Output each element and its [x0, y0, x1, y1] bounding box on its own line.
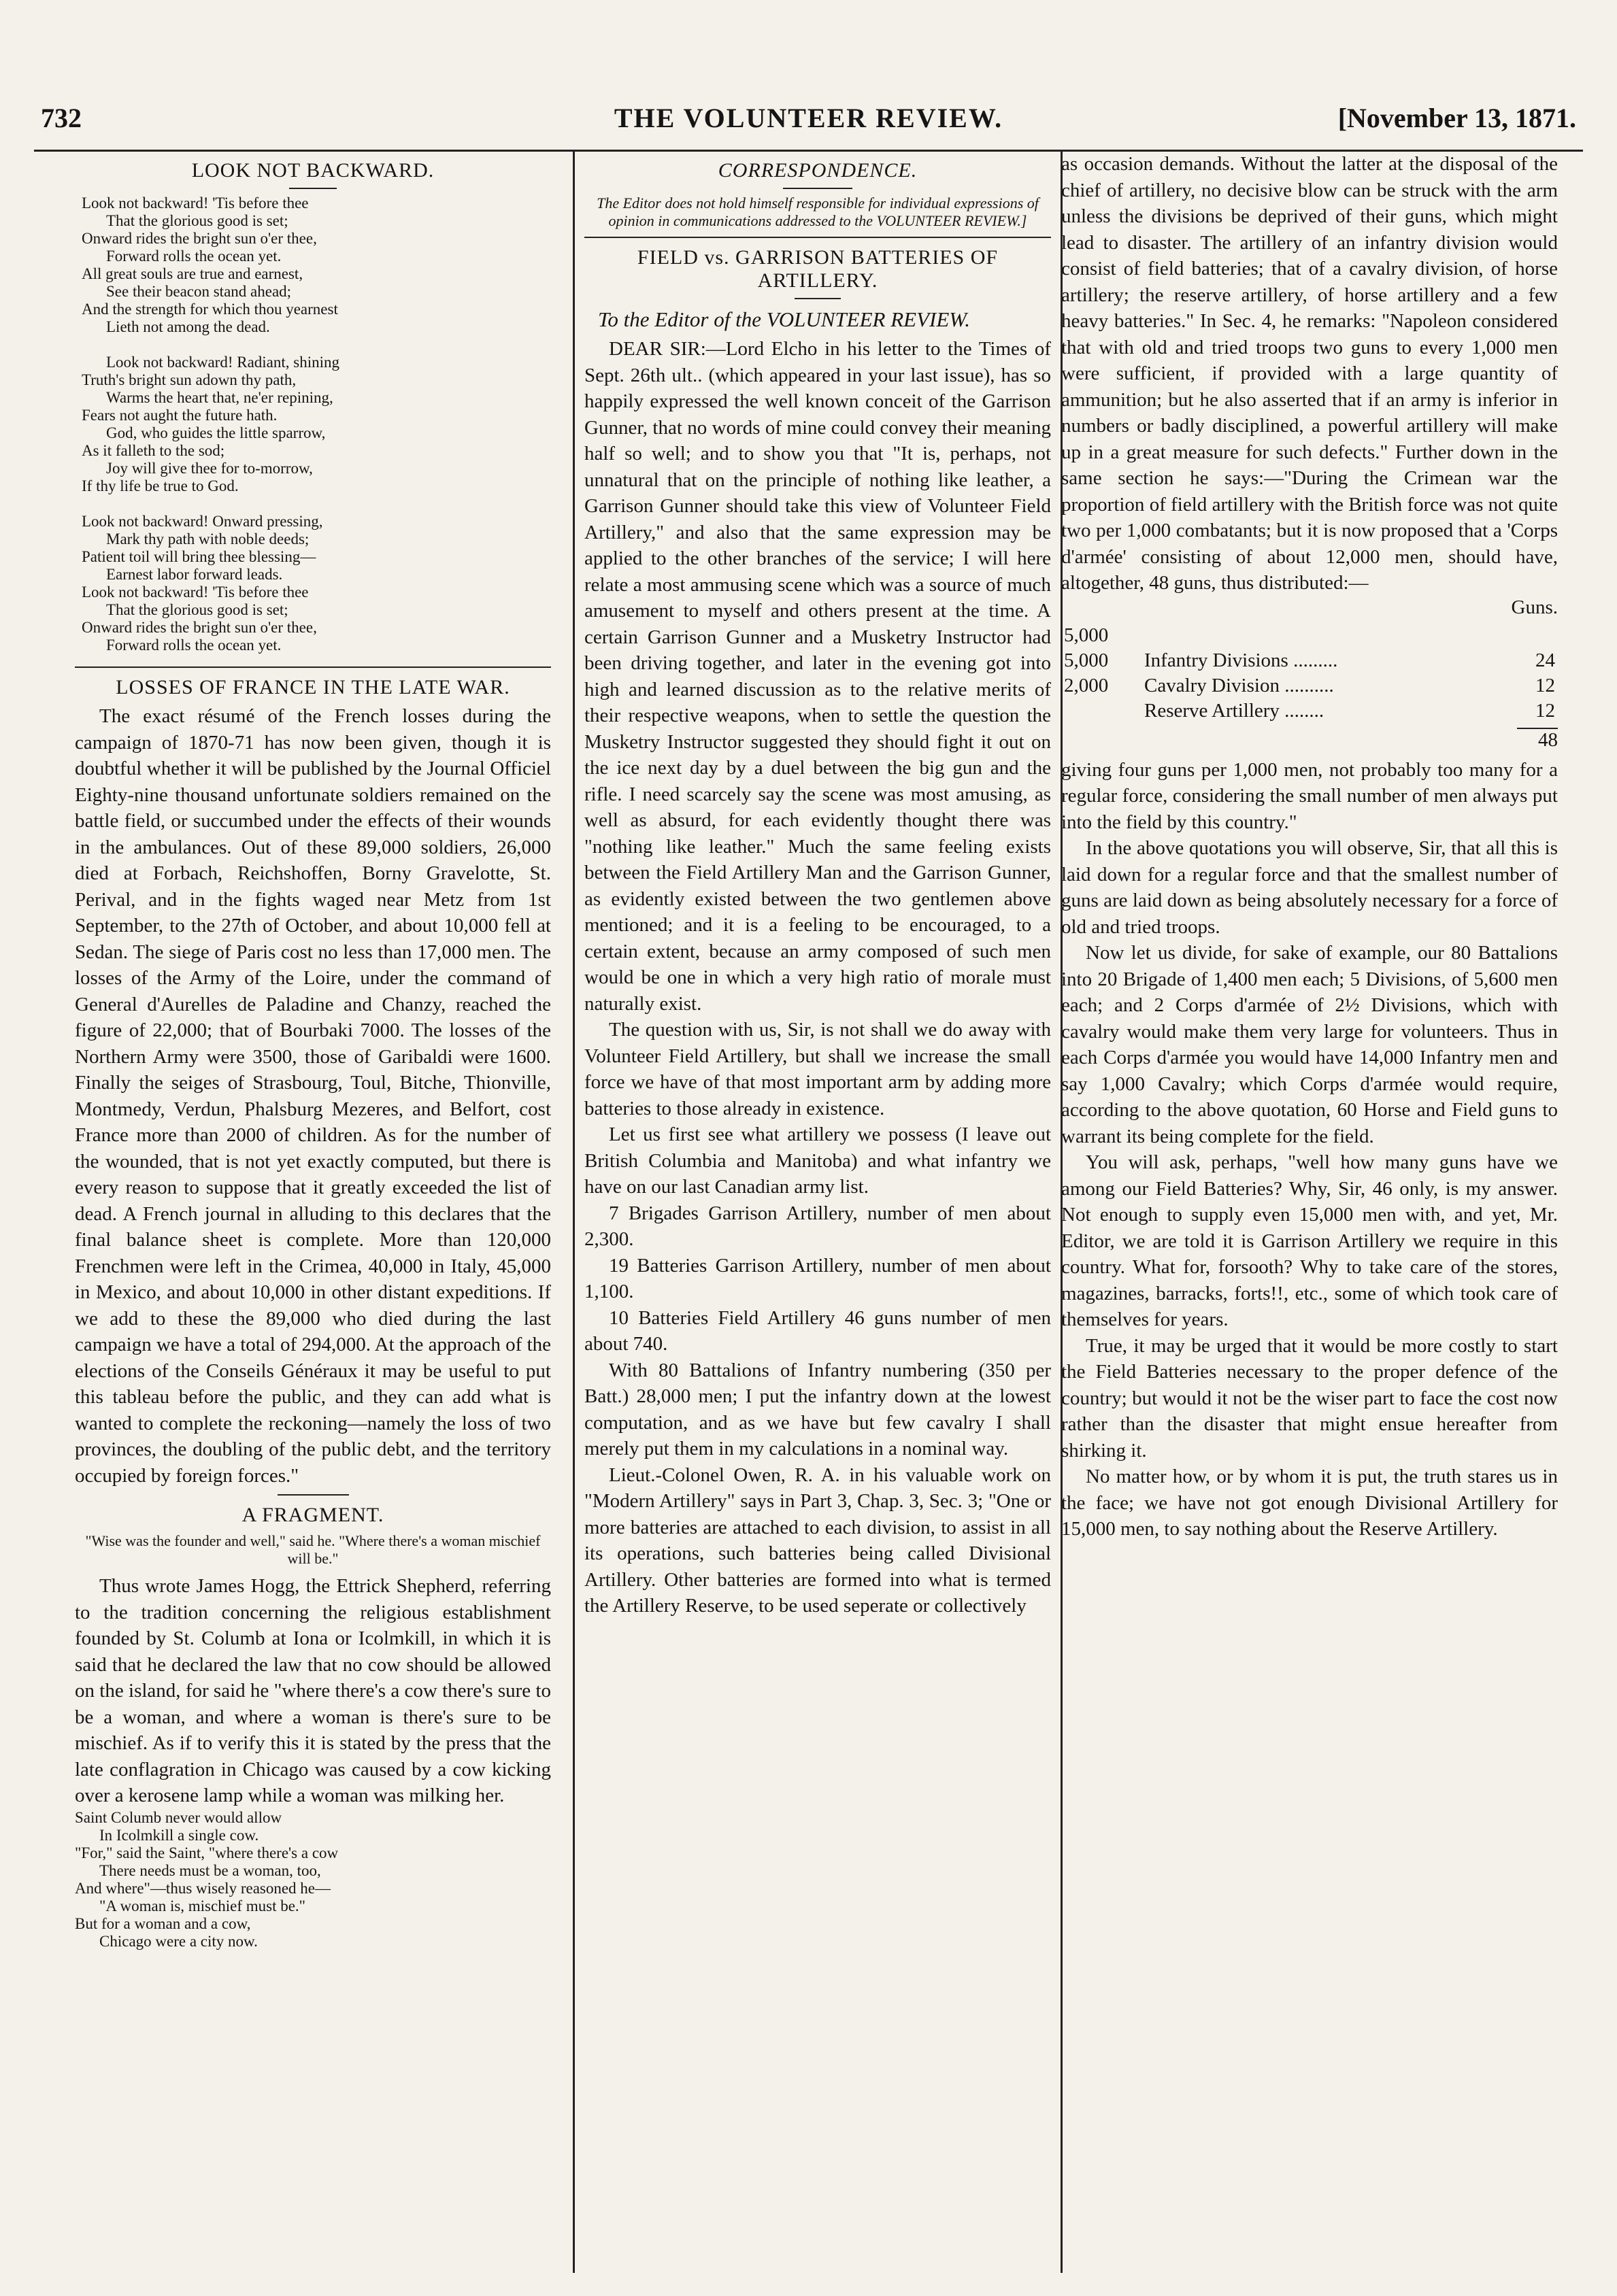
table-cell: 5,000 [1064, 649, 1109, 671]
table-row [1061, 623, 1558, 648]
table-cell: 12 [1535, 674, 1555, 696]
letter-paragraph: as occasion demands. Without the latter at the disposal of the chief of artillery, no decisive blow can be struck with the arm unless the divisions be deprived of their guns, which might lead to disaster. The artillery of an infantry division would consist of field batteries; that of a cavalry division, of horse artillery; the reserve artillery, of horse artillery and a few heavy batteries." In Sec. 4, he remarks: "Napoleon considered that with old and tried troops two guns to every 1,000 men were sufficient, if provided with a large quantity of ammunition; but he also asserted that if an army is inferior in numbers or badly disciplined, a powerful artillery will make up in a great measure for such defects." Further down in the same section he says:—"During the Crimean war the proportion of field artillery with the British force was not quite two per 1,000 combatants; but it is now proposed that a 'Corps d'armée' consisting of about 12,000 men, should have, altogether, 48 guns, thus distributed:— [1061, 153, 1558, 594]
article-body: The exact résumé of the French losses during the campaign of 1870-71 has now been given, though it is doubtful whether it will be published by the Journal Officiel Eighty-nine thousand unfortunate soldiers remained on the battle field, or succumbed under the effects of their wounds in the ambulances. Out of these 89,000 soldiers, 26,000 died at Forbach, Reichshoffen, Borny Gravelotte, St. Perival, and in the fights waged near Metz from 1st September, to the 27th of October, and about 10,000 fell at Sedan. The siege of Paris cost no less than 17,000 men. The losses of the Army of the Loire, under the command of General d'Aurelles de Paladine and Chanzy, reached the figure of 22,000; that of Bourbaki 7000. The losses of the Northern Army were 3500, those of Garibaldi were 1600. Finally the seiges of Strasbourg, Toul, Bitche, Thionville, Montmedy, Verdun, Phalsburg Mezeres, and Belfort, cost France more than 2000 of children. As for the number of the wounded, that is not yet exactly computed, but there is every reason to suppose that it greatly exceeded the list of dead. A French journal in alluding to this declares that the final balance sheet is complete. More than 120,000 Frenchmen were left in the Crimea, 40,000 in Italy, 45,000 in Mexico, and about 10,000 in other distant expeditions. If we add to these the 89,000 who died during the last campaign we have a total of 294,000. At the approach of the elections of the Conseils Généraux it may be useful to put this tableau before the public, and they can add what is wanted to complete the reckoning—namely the loss of two provinces, the doubling of the public debt, and the territory occupied by foreign forces." [75, 705, 551, 1487]
verse-line: If thy life be true to God. [82, 477, 239, 494]
verse-line: And where"—thus wisely reasoned he— [75, 1879, 331, 1897]
guns-total: 48 [1517, 728, 1558, 752]
verse-line: Forward rolls the ocean yet. [106, 248, 282, 265]
table-row [1061, 673, 1558, 698]
verse-line: Look not backward! 'Tis before thee [82, 584, 309, 601]
verse-line: There needs must be a woman, too, [99, 1861, 321, 1879]
letter-paragraph: 19 Batteries Garrison Artillery, number of men about 1,100. [584, 1254, 1051, 1302]
table-cell: 24 [1535, 649, 1555, 671]
letter-paragraph: Now let us divide, for sake of example, our 80 Battalions into 20 Brigade of 1,400 men each; 5 Divisions, of 5,600 men each; and 2 Corps d'armée of 2½ Divisions, which with cavalry would make them very large for volunteers. Thus in each Corps d'armée you would have 14,000 Infantry men and say 1,000 Cavalry; which Corps d'armée would require, according to the above quotation, 60 Horse and Field guns to warrant its being complete for the field. [1061, 942, 1558, 1147]
verse-line: God, who guides the little sparrow, [106, 424, 326, 441]
verse-line: Truth's bright sun adown thy path, [82, 371, 297, 388]
section-title: CORRESPONDENCE. [718, 159, 918, 182]
verse-line: Look not backward! Radiant, shining [106, 354, 340, 371]
divider [795, 298, 841, 299]
divider [783, 188, 853, 189]
table-cell [1141, 623, 1498, 648]
letter-paragraph: 10 Batteries Field Artillery 46 guns number of men about 740. [584, 1306, 1051, 1355]
table-cell [1061, 698, 1141, 724]
verse-line: Earnest labor forward leads. [106, 566, 283, 583]
letter-paragraph: Lieut.-Colonel Owen, R. A. in his valuable work on "Modern Artillery" says in Part 3, Chap. 3, Sec. 3; "One or more batteries are attached to each division, to assist in all its operations, such batteries being called Divisional Artillery. Other batteries are formed into what is termed the Artillery Reserve, to be used seperate or collectively [584, 1464, 1051, 1617]
verse-line: "A woman is, mischief must be." [99, 1897, 306, 1914]
verse-line: Onward rides the bright sun o'er thee, [82, 619, 317, 636]
verse-line: Joy will give thee for to-morrow, [106, 460, 313, 477]
page-header [34, 102, 1583, 152]
page-number: 732 [41, 103, 82, 133]
table-cell: 2,000 [1064, 674, 1109, 696]
verse-line: Onward rides the bright sun o'er thee, [82, 230, 317, 247]
verse-line: See their beacon stand ahead; [106, 283, 292, 300]
letter-paragraph: No matter how, or by whom it is put, the truth stares us in the face; we have not got enough Divisional Artillery for 15,000 men, to say nothing about the Reserve Artillery. [1061, 1466, 1558, 1540]
divider [584, 237, 1051, 238]
verse-line: Lieth not among the dead. [106, 318, 270, 335]
table-row [1061, 698, 1558, 724]
table-row [1061, 648, 1558, 673]
letter-paragraph: True, it may be urged that it would be more costly to start the Field Batteries necessary to the proper defence of the country; but would it not be the wiser part to face the cost now rather than the disaster that might ensue hereafter from shirking it. [1061, 1334, 1558, 1462]
verse-line: All great souls are true and earnest, [82, 265, 303, 282]
guns-table-header: Guns. [1511, 596, 1558, 618]
letter-paragraph: The question with us, Sir, is not shall we do away with Volunteer Field Artillery, but shall we increase the small force we have of that most important arm by adding more batteries to those already in existence. [584, 1019, 1051, 1119]
table-cell: Reserve Artillery ........ [1144, 699, 1324, 722]
letter-paragraph: DEAR SIR:—Lord Elcho in his letter to the Times of Sept. 26th ult.. (which appeared in your last issue), has so happily expressed the well known conceit of the Garrison Gunner, that no words of mine could convey their meaning half so well; and to show you that "It is, perhaps, not unnatural that on the principle of nothing like leather, a Garrison Gunner should take this view of Volunteer Field Artillery," and also that the same expression may be applied to the other branches of the service; I will here relate a most ammusing scene which was a source of much amusement to myself and others present at the time. A certain Garrison Gunner and a Musketry Instructor had been driving together, and later in the evening got into high and learned discussion as to the relative merits of their respective weapons, when to settle the question the Musketry Instructor suggested they should fight it out on the ice next day by a duel between the big gun and the rifle. I need scarcely say the scene was most amusing, as well as absurd, for each evidently thought there was "nothing like leather." Much the same feeling exists between the Field Artillery Man and the Garrison Gunner, as evidently existed between the two gentlemen above mentioned; and it is a feeling to be encouraged, to a certain extent, because an army composed of such men would be one in which a very high ratio of morale must naturally exist. [584, 338, 1051, 1015]
letter-paragraph: giving four guns per 1,000 men, not probably too many for a regular force, considering the small number of men always put into the field by this country." [1061, 758, 1558, 833]
verse-line: Look not backward! 'Tis before thee [82, 195, 309, 212]
fragment-body: Thus wrote James Hogg, the Ettrick Shepherd, referring to the tradition concerning the religious establishment founded by St. Columb at Iona or Icolmkill, in which it is said that he declared the law that no cow should be allowed on the island, for said he "where there's a cow there's sure to be a woman, and where a woman is there's sure to be mischief. As if to verify this it is stated by the press that the late conflagration in Chicago was caused by a cow kicking over a kerosene lamp while a woman was milking her. [75, 1575, 551, 1806]
letter-paragraph: 7 Brigades Garrison Artillery, number of men about 2,300. [584, 1202, 1051, 1250]
verse-line: "For," said the Saint, "where there's a cow [75, 1844, 339, 1861]
column-2 [573, 151, 1063, 2273]
verse-line: Chicago were a city now. [99, 1932, 258, 1950]
verse-line: In Icolmkill a single cow. [99, 1826, 259, 1844]
column-1 [75, 151, 551, 2273]
table-cell: 12 [1535, 699, 1555, 722]
verse-line: But for a woman and a cow, [75, 1914, 251, 1932]
guns-table [1061, 623, 1558, 724]
verse-line [82, 336, 551, 354]
verse-line: Fears not aught the future hath. [82, 407, 278, 424]
verse-line: That the glorious good is set; [106, 212, 288, 229]
table-cell: Cavalry Division .......... [1144, 674, 1334, 696]
divider [278, 1494, 349, 1496]
publication-title: THE VOLUNTEER REVIEW. [614, 103, 1003, 133]
letter-title: FIELD vs. GARRISON BATTERIES OF ARTILLERY. [637, 246, 999, 292]
verse-line [82, 495, 551, 513]
verse-line: Saint Columb never would allow [75, 1808, 282, 1826]
fragment-title: A FRAGMENT. [241, 1504, 384, 1526]
letter-paragraph: Let us first see what artillery we possess (I leave out British Columbia and Manitoba) and what infantry we have on our last Canadian army list. [584, 1124, 1051, 1198]
verse-line: That the glorious good is set; [106, 601, 288, 618]
verse-line: As it falleth to the sod; [82, 442, 225, 459]
verse-line: Look not backward! Onward pressing, [82, 513, 323, 530]
divider [289, 188, 337, 189]
issue-date: [November 13, 1871. [1337, 103, 1576, 133]
fragment-verse [75, 1809, 551, 1951]
verse-line: Mark thy path with noble deeds; [106, 530, 310, 547]
poem [82, 195, 551, 654]
verse-line: Warms the heart that, ne'er repining, [106, 389, 333, 406]
letter-paragraph: You will ask, perhaps, "well how many guns have we among our Field Batteries? Why, Sir, 46 only, is my answer. Not enough to supply even 15,000 men with, and yet, Mr. Editor, we are told it is Garrison Artillery we require in this country. What for, forsooth? Why to take care of the stores, magazines, barracks, forts!!, etc., some of which took care of themselves for years. [1061, 1151, 1558, 1330]
verse-line: Forward rolls the ocean yet. [106, 637, 282, 654]
table-cell [1498, 623, 1558, 648]
column-3 [1061, 151, 1558, 2273]
fragment-epigraph: "Wise was the founder and well," said he. "Where there's a woman mischief will be." [85, 1532, 541, 1567]
letter-paragraph: In the above quotations you will observe, Sir, that all this is laid down for a regular force and that the smallest number of guns are laid down as being absolutely necessary for a force of old and tried troops. [1061, 837, 1558, 938]
salutation: To the Editor of the VOLUNTEER REVIEW. [598, 307, 971, 331]
letter-paragraph: With 80 Battalions of Infantry numbering (350 per Batt.) 28,000 men; I put the infantry down at the lowest computation, and as we have but few cavalry I shall merely put them in my calculations in a nominal way. [584, 1359, 1051, 1459]
poem-title: LOOK NOT BACKWARD. [191, 159, 435, 182]
editor-disclaimer: The Editor does not hold himself responsible for individual expressions of opinion in communications addressed to the VOLUNTEER REVIEW.] [597, 195, 1039, 229]
verse-line: Patient toil will bring thee blessing— [82, 548, 316, 565]
table-cell: 5,000 [1064, 624, 1109, 646]
article-title: LOSSES OF FRANCE IN THE LATE WAR. [116, 676, 510, 698]
table-cell: Infantry Divisions ......... [1144, 649, 1338, 671]
verse-line: And the strength for which thou yearnest [82, 301, 338, 318]
divider [75, 666, 551, 668]
